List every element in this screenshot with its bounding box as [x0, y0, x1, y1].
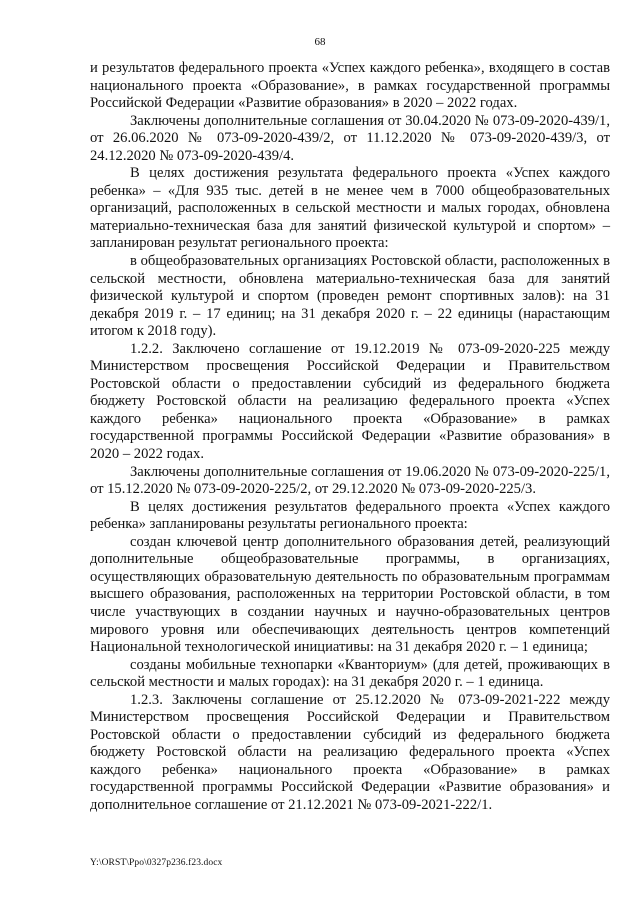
paragraph: В целях достижения результата федерального проекта «Успех каждого ребенка» – «Для 935 тыс. детей в не менее чем в 7000 общеобразовательных организаций, расположенных в сельской местности и малых городах, обновлена материально-техническая база для занятий физической культурой и спортом» – запланирован результат регионального проекта: — [90, 165, 610, 252]
paragraph: Заключены дополнительные соглашения от 19.06.2020 № 073-09-2020-225/1, от 15.12.2020 № 073-09-2020-225/2, от 29.12.2020 № 073-09-2020-225/3. — [90, 463, 610, 498]
paragraph: 1.2.3. Заключены соглашение от 25.12.2020 № 073-09-2021-222 между Министерством просвещения Российской Федерации и Правительством Ростовской области о предоставлении субсидий из федерального бюджета бюджету Ростовской области на реализацию федерального проекта «Успех каждого ребенка» национального проекта «Образование» в рамках государственной программы Российской Федерации «Развитие образования» и дополнительное соглашение от 21.12.2021 № 073-09-2021-222/1. — [90, 691, 610, 813]
paragraph: 1.2.2. Заключено соглашение от 19.12.2019 № 073-09-2020-225 между Министерством просвещения Российской Федерации и Правительством Ростовской области о предоставлении субсидий из федерального бюджета бюджету Ростовской области на реализацию федерального проекта «Успех каждого ребенка» национального проекта «Образование» в рамках государственной программы Российской Федерации «Развитие образования» в 2020 – 2022 годах. — [90, 340, 610, 463]
paragraph: и результатов федерального проекта «Успех каждого ребенка», входящего в состав национального проекта «Образование», в рамках государственной программы Российской Федерации «Развитие образования» в 2020 – 2022 годах. — [90, 60, 610, 112]
page-number: 68 — [314, 36, 326, 48]
paragraph: в общеобразовательных организациях Ростовской области, расположенных в сельской местности, обновлена материально-техническая база для занятий физической культурой и спортом (проведен ремонт спортивных залов): на 31 декабря 2019 г. – 17 единиц; на 31 декабря 2020 г. – 22 единицы (нарастающим итогом к 2018 году). — [90, 253, 610, 340]
paragraph: Заключены дополнительные соглашения от 30.04.2020 № 073-09-2020-439/1, от 26.06.2020 № 073-09-2020-439/2, от 11.12.2020 № 073-09-2020-439/3, от 24.12.2020 № 073-09-2020-439/4. — [90, 112, 610, 164]
paragraph: создан ключевой центр дополнительного образования детей, реализующий дополнительные общеобразовательные программы, в организациях, осуществляющих образовательную деятельность по образовательным программам высшего образования, расположенных на территории Ростовской области, в том числе участвующих в создании научных и научно-образовательных центров мирового уровня или обеспечивающих деятельность центров компетенций Национальной технологической инициативы: на 31 декабря 2020 г. – 1 единица; — [90, 533, 610, 656]
document-body — [90, 60, 610, 815]
footer-file-path: Y:\ORST\Ppo\0327p236.f23.docx — [90, 858, 223, 868]
paragraph: В целях достижения результатов федерального проекта «Успех каждого ребенка» запланированы результаты регионального проекта: — [90, 498, 610, 533]
paragraph: созданы мобильные технопарки «Кванториум» (для детей, проживающих в сельской местности и малых городах): на 31 декабря 2020 г. – 1 единица. — [90, 656, 610, 691]
